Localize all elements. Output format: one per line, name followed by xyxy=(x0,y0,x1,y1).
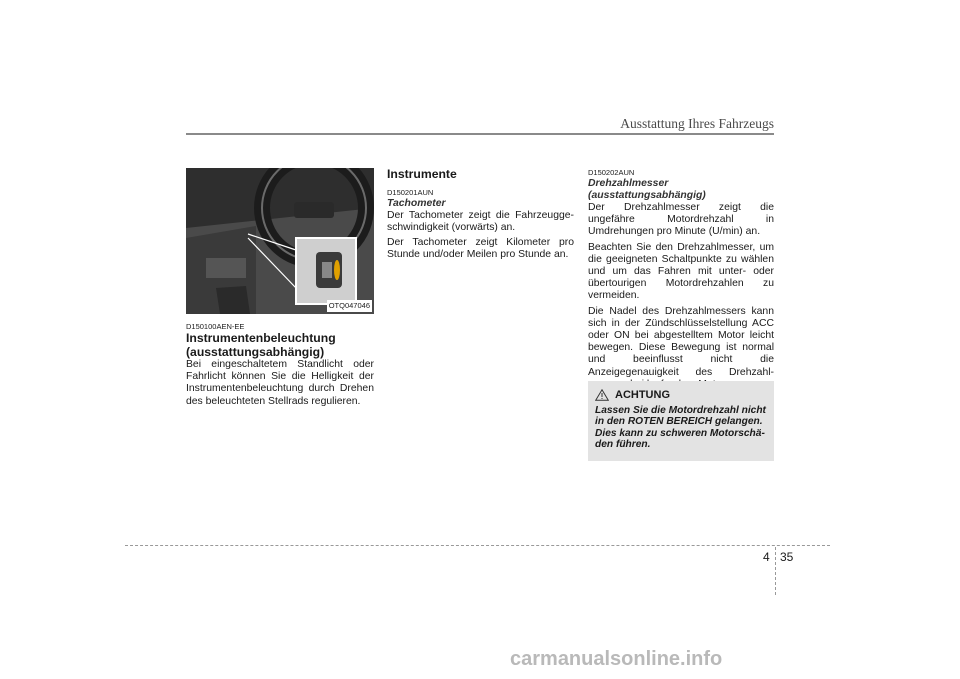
running-header: Ausstattung Ihres Fahrzeugs xyxy=(620,116,774,131)
body-text: Der Tachometer zeigt Kilometer pro Stunde und/oder Meilen pro Stunde an. xyxy=(387,236,574,261)
body-text: Beachten Sie den Drehzahlmesser, um die geeigneten Schaltpunkte zu wählen und um das Fahren mit unter- oder übertourigen Motordrehzahlen zu vermeiden. xyxy=(588,241,774,302)
figure-caption: OTQ047046 xyxy=(327,300,372,312)
dashboard-illustration xyxy=(186,168,374,314)
body-text: Der Drehzahlmesser zeigt die ungefähre Motordrehzahl in Umdrehungen pro Minute (U/min) an. xyxy=(588,202,774,238)
subsection-heading: Drehzahlmesser (ausstattungsabhängig) xyxy=(588,178,706,201)
warning-line: Dies kann zu schweren Motorschä-den führen. xyxy=(595,427,765,451)
body-text: Die Nadel des Drehzahlmessers kann sich in der Zündschlüsselstellung ACC oder ON bei abgestelltem Motor leicht bewegen. Diese Bewegung ist normal und beeinflusst nicht die Anzeigegenauigkeit des Drehzahl- xyxy=(588,305,774,378)
warning-title: ACHTUNG xyxy=(615,389,670,401)
section-code: D150201AUN xyxy=(387,187,434,197)
watermark: carmanualsonline.info xyxy=(510,648,723,670)
section-heading: Instrumente xyxy=(387,167,457,181)
section-code: D150100AEN-EE xyxy=(186,322,245,331)
body-text: Bei eingeschaltetem Standlicht oder Fahrlicht können Sie die Helligkeit der Instrumentenbeleuchtung durch Drehen des beleuchteten Stellrads regulieren. xyxy=(186,359,374,407)
warning-box xyxy=(588,381,774,461)
header-rule xyxy=(186,133,774,135)
warning-body xyxy=(595,405,769,451)
subsection-heading: Tachometer xyxy=(387,197,446,209)
column-1 xyxy=(186,168,374,411)
column-2 xyxy=(387,168,574,264)
column-3 xyxy=(588,168,774,394)
section-code: D150202AUN xyxy=(588,168,635,177)
chapter-number: 4 xyxy=(763,550,770,564)
page-number: 35 xyxy=(780,550,794,564)
dashboard-photo xyxy=(186,168,374,314)
body-text: Der Tachometer zeigt die Fahrzeugge-schwindigkeit (vorwärts) an. xyxy=(387,209,574,233)
warning-header xyxy=(595,389,670,401)
footer-divider xyxy=(775,547,776,595)
warning-line: Lassen Sie die Motordrehzahl nicht in den ROTEN BEREICH gelangen. xyxy=(595,405,766,428)
section-heading: Instrumentenbeleuchtung (ausstattungsabhängig) xyxy=(186,331,336,359)
warning-triangle-icon xyxy=(595,389,609,401)
footer-rule xyxy=(125,545,830,546)
